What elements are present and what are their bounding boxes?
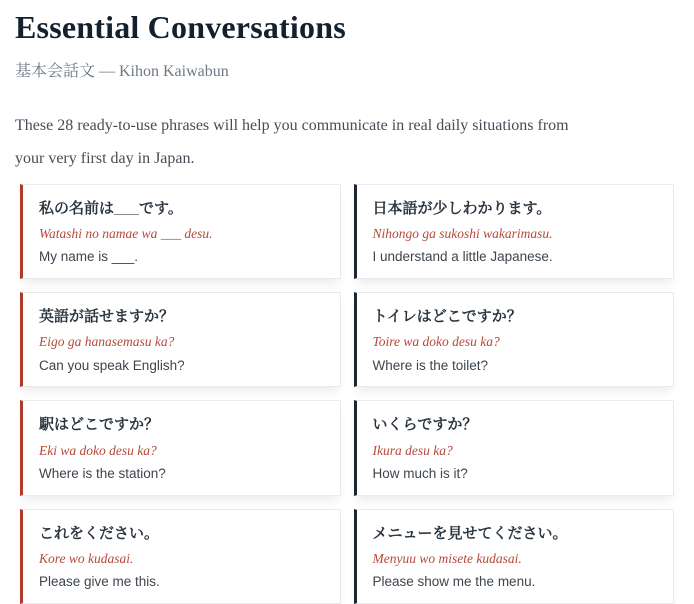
phrase-card <box>354 509 675 604</box>
phrase-english: Can you speak English? <box>39 357 185 373</box>
page-header <box>15 10 674 81</box>
phrase-japanese: 日本語が少しわかります。 <box>372 199 552 217</box>
phrase-card <box>20 184 341 279</box>
phrase-english: Where is the station? <box>39 465 166 481</box>
phrase-romaji: Toire wa doko desu ka? <box>372 334 500 350</box>
phrase-english: Please show me the menu. <box>372 574 536 590</box>
phrase-card <box>354 184 675 279</box>
phrase-card <box>20 292 341 387</box>
phrase-romaji: Menyuu wo misete kudasai. <box>372 550 522 566</box>
phrase-english: I understand a little Japanese. <box>372 249 553 265</box>
phrase-card <box>20 400 341 495</box>
phrase-english: Where is the toilet? <box>372 357 489 373</box>
phrase-japanese: メニューを見せてください。 <box>372 524 568 542</box>
phrase-grid <box>20 184 674 604</box>
phrase-romaji: Kore wo kudasai. <box>39 550 134 566</box>
phrase-romaji: Nihongo ga sukoshi wakarimasu. <box>372 226 553 242</box>
phrase-english: How much is it? <box>372 465 468 481</box>
phrase-romaji: Watashi no namae wa ___ desu. <box>39 226 213 242</box>
phrase-card <box>20 509 341 604</box>
phrase-japanese: いくらですか？ <box>372 416 478 434</box>
phrase-japanese: 駅はどこですか？ <box>39 416 160 434</box>
phrase-romaji: Eigo ga hanasemasu ka? <box>39 334 175 350</box>
phrase-japanese: 私の名前は___です。 <box>39 199 183 217</box>
phrase-romaji: Eki wa doko desu ka? <box>39 442 157 458</box>
phrase-japanese: 英語が話せますか？ <box>39 308 175 326</box>
phrase-card <box>354 400 675 495</box>
phrase-romaji: Ikura desu ka? <box>372 442 453 458</box>
page-subtitle: 基本会話文 — Kihon Kaiwabun <box>15 63 229 81</box>
intro-text: These 28 ready-to-use phrases will help you communicate in real daily situations from your very first day in Japan. <box>15 117 569 167</box>
phrase-card <box>354 292 675 387</box>
phrase-english: Please give me this. <box>39 574 160 590</box>
phrase-japanese: トイレはどこですか？ <box>372 308 522 326</box>
page-title: Essential Conversations <box>15 9 346 45</box>
phrase-japanese: これをください。 <box>39 524 160 542</box>
phrase-english: My name is ___. <box>39 249 139 265</box>
